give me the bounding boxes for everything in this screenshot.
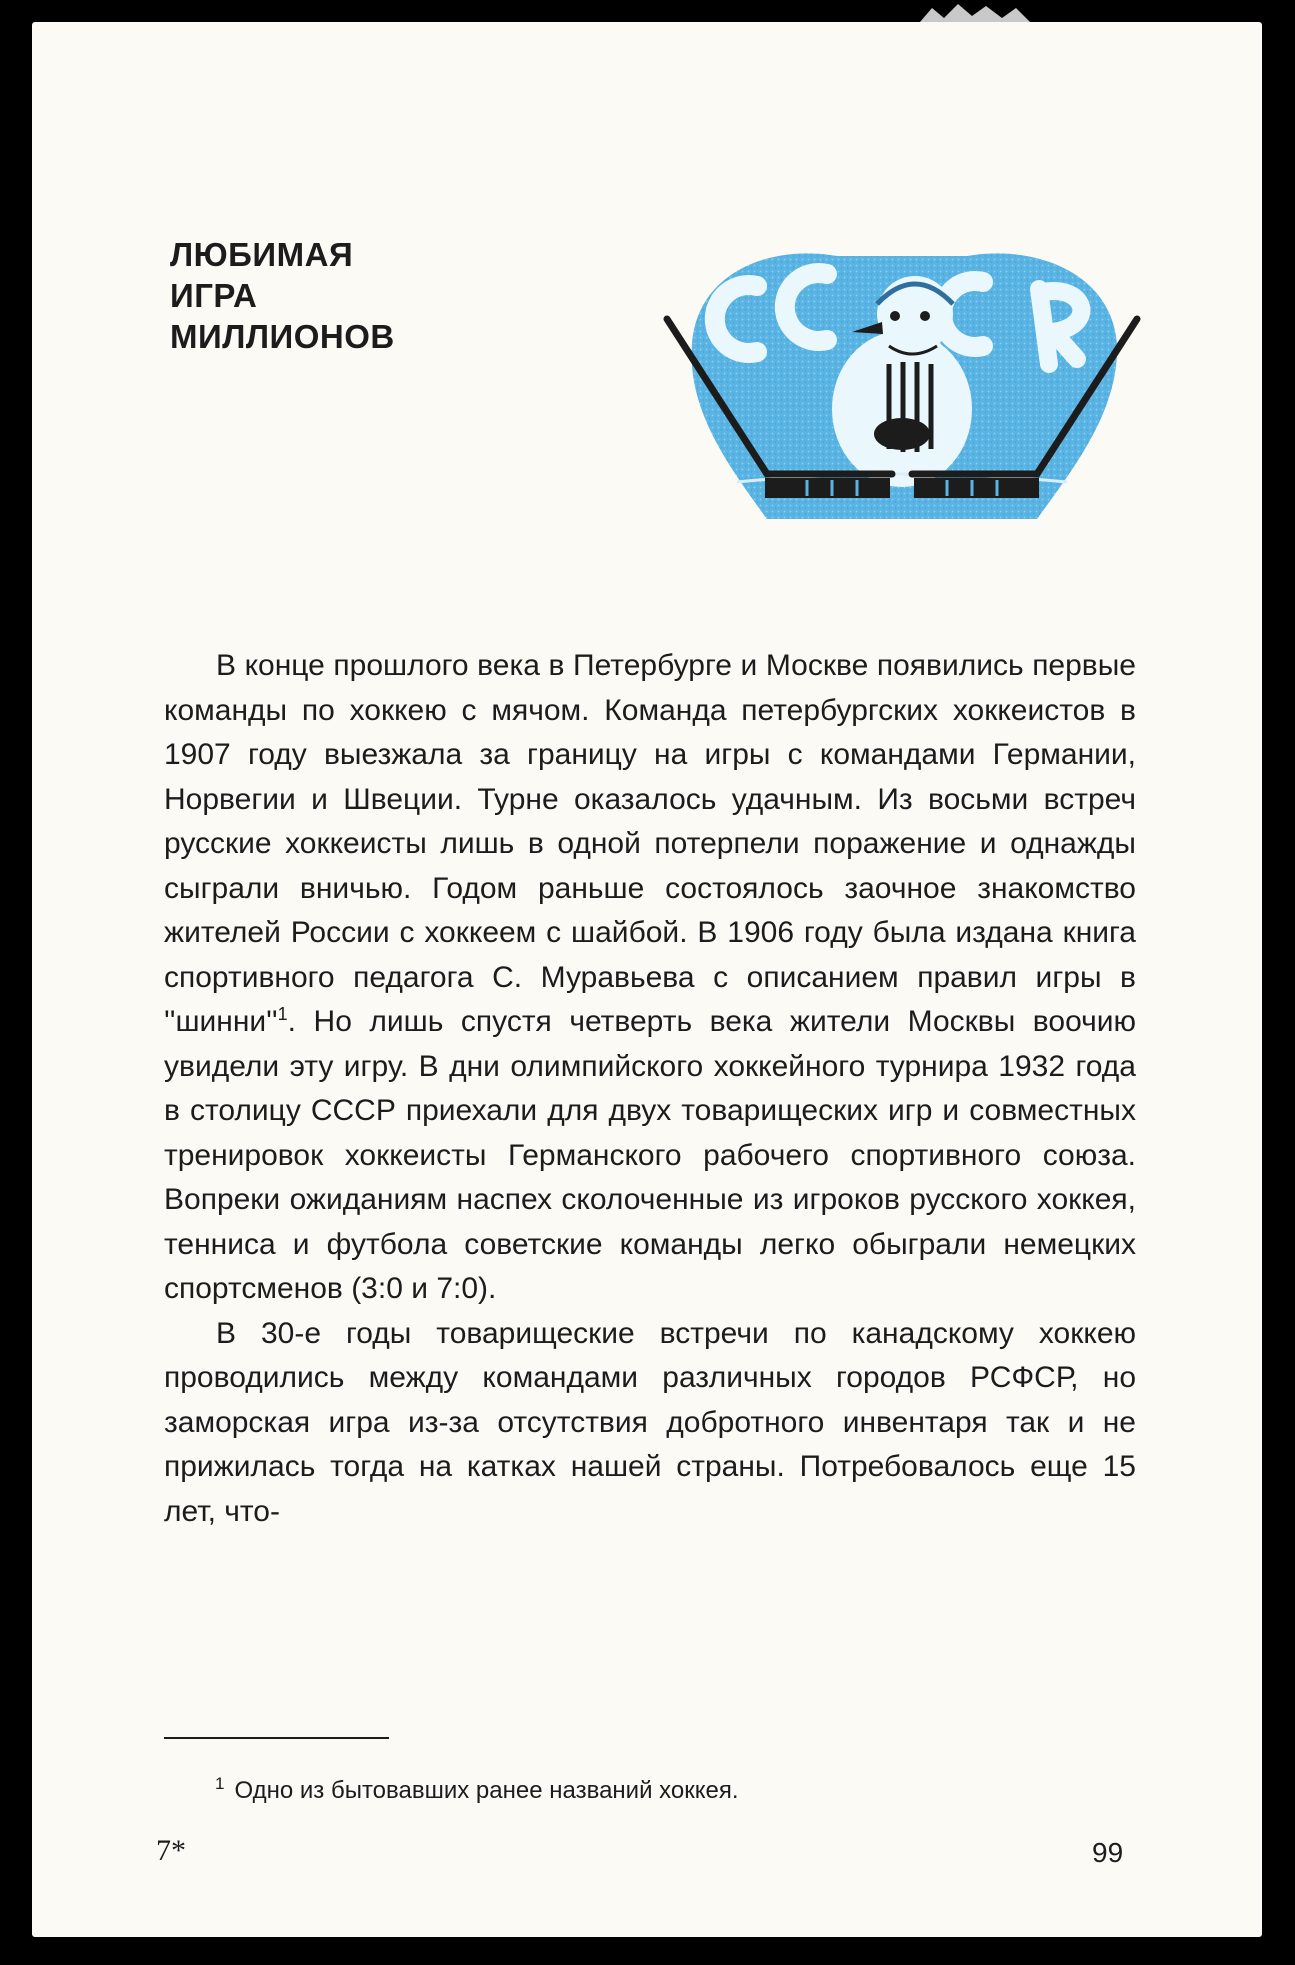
title-line-3: МИЛЛИОНОВ [170,318,395,355]
torn-paper-edge [920,0,1030,22]
footnote-divider [164,1737,389,1739]
footnote-marker: 1 [215,1774,225,1793]
chapter-title [170,234,395,357]
title-line-2: ИГРА [170,277,258,314]
signature-mark: 7* [156,1834,186,1867]
page-number: 99 [1092,1837,1124,1868]
hockey-emblem-illustration [657,234,1147,564]
paragraph-1 [164,644,1136,1312]
paragraph-2: В 30-е годы товарищеские встречи по канадскому хоккею проводились между командами различных городов РСФСР, но заморская игра из-за отсутствия добротного инвентаря так и не прижилась тогда на катках нашей страны. Потребовалось еще 15 лет, что- [164,1316,1136,1528]
paragraph-1-part-1: В конце прошлого века в Петербурге и Москве появились первые команды по хоккею с мячом. Команда петербургских хоккеистов в 1907 году выезжала за границу на игры с командами Германии, Норвегии и Швеции. Турне оказалось удачным. Из восьми встреч русские хоккеисты лишь в одной потерпели поражение и однажды сыграли вничью. Годом раньше состоялось заочное знакомство жителей России с хоккеем с шайбой. В 1906 году была издана книга спортивного педагога С. Муравьева с описанием правил игры в ''шинни'' [164,649,1136,1038]
footnote-text: Одно из бытовавших ранее названий хоккея. [234,1777,739,1804]
title-line-1: ЛЮБИМАЯ [170,236,354,273]
article-body [164,644,1136,1534]
paragraph-1-part-2: . Но лишь спустя четверть века жители Москвы воочию увидели эту игру. В дни олимпийского хоккейного турнира 1932 года в столицу СССР приехали для двух товарищеских игр и совместных тренировок хоккеисты Германского рабочего спортивного союза. Вопреки ожиданиям наспех сколоченные из игроков русского хоккея, тенниса и футбола советские команды легко обыграли немецких спортсменов (3:0 и 7:0). [164,1005,1136,1305]
book-page [32,22,1262,1937]
footnote-reference: 1 [277,1004,288,1024]
footnote [215,1774,739,1805]
